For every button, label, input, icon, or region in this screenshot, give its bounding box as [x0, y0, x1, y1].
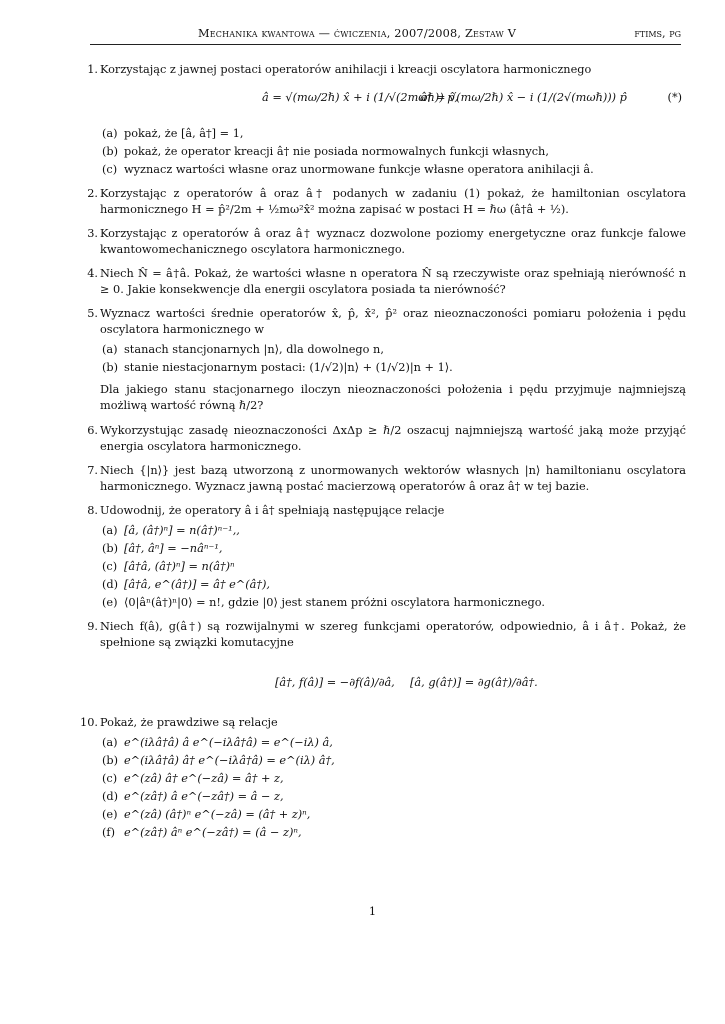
subitem-label: (d): [102, 790, 119, 803]
subitem: [102, 771, 686, 787]
subitem-text: wyznacz wartości własne oraz unormowane funkcje własne operatora anihilacji â.: [124, 163, 594, 177]
operator-equations: [100, 84, 686, 122]
problem-text: Pokaż, że prawdziwe są relacje: [100, 715, 278, 729]
problem-text: Niech N̂ = â†â. Pokaż, że wartości własne n operatora N̂ są rzeczywiste oraz spełniają nierówność n ≥ 0. Jakie konsekwencje dla energii oscylatora posiada ta nierówność?: [100, 267, 686, 297]
problem-text: Korzystając z jawnej postaci operatorów anihilacji i kreacji oscylatora harmonicznego: [100, 63, 592, 76]
problem-text: Wyznacz wartości średnie operatorów x̂, p̂, x̂², p̂² oraz nieoznaczoności pomiaru położenia i pędu oscylatora harmonicznego w: [100, 307, 686, 337]
subitem-text: [â†â, (â†)ⁿ] = n(â†)ⁿ: [124, 559, 235, 573]
subitem: [102, 541, 686, 557]
subitem-text: ⟨0|âⁿ(â†)ⁿ|0⟩ = n!, gdzie |0⟩ jest stanem próżni oscylatora harmonicznego.: [124, 595, 545, 609]
commutator-g-formula: [â, g(â†)] = ∂g(â†)/∂â†.: [410, 675, 538, 689]
subitem: [102, 789, 686, 805]
subitem-label: (c): [102, 771, 118, 785]
subitems: [100, 126, 686, 178]
problem-text: Niech f(â), g(â†) są rozwijalnymi w szereg funkcjami operatorów, odpowiednio, â i â†. Pokaż, że spełnione są związki komutacyjne: [100, 619, 686, 649]
subitem-text: pokaż, że [â, â†] = 1,: [124, 127, 244, 141]
subitem-label: (f): [102, 826, 115, 840]
problem-number: 10.: [80, 715, 98, 729]
subitem-text: pokaż, że operator kreacji â† nie posiada normowalnych funkcji własnych,: [124, 145, 549, 159]
problem-9: [80, 619, 686, 705]
header-affiliation: ftims, pg: [634, 27, 681, 40]
subitem: [102, 162, 686, 178]
subitem-label: (e): [102, 808, 118, 822]
subitem: [102, 577, 686, 593]
problem-number: 6.: [87, 423, 98, 437]
problem-number: 3.: [87, 227, 98, 241]
problem-2: [80, 186, 686, 218]
page-number: 1: [368, 905, 377, 918]
subitems: [100, 523, 686, 611]
subitem-text: e^(iλâ†â) â e^(−iλâ†â) = e^(−iλ) â,: [124, 735, 333, 749]
subitem-label: (c): [102, 163, 118, 177]
subitem: [102, 559, 686, 575]
header-title: Mechanika kwantowa — ćwiczenia, 2007/2008, Zestaw V: [198, 27, 517, 40]
subitem-text: stanach stancjonarnych |n⟩, dla dowolnego n,: [124, 343, 384, 357]
subitem-label: (c): [102, 559, 118, 573]
subitem-text: e^(zâ†) âⁿ e^(−zâ†) = (â − z)ⁿ,: [124, 826, 302, 840]
subitem: [102, 595, 686, 611]
problem-6: [80, 423, 686, 455]
subitem-label: (a): [102, 343, 118, 357]
subitem-text: e^(zâ) (â†)ⁿ e^(−zâ) = (â† + z)ⁿ,: [124, 808, 311, 822]
subitem-label: (a): [102, 127, 118, 141]
subitem: [102, 807, 686, 823]
subitem-label: (b): [102, 753, 119, 767]
problem-number: 1.: [87, 63, 98, 76]
subitem-label: (d): [102, 577, 119, 591]
subitem-label: (b): [102, 541, 119, 555]
exercise-list: [80, 62, 686, 849]
problem-5: [80, 306, 686, 414]
problem-number: 9.: [87, 619, 98, 633]
problem-text: Wykorzystując zasadę nieoznaczoności ΔxΔp ≥ ℏ/2 oszacuj najmniejszą wartość jaką może przyjąć energia oscylatora harmonicznego.: [100, 423, 686, 453]
subitem: [102, 825, 686, 841]
problem-10: [80, 715, 686, 841]
subitems: [100, 342, 686, 376]
subitem: [102, 360, 686, 376]
problem-3: [80, 226, 686, 258]
problem-number: 7.: [87, 463, 98, 477]
problem-8: [80, 503, 686, 611]
equation-tag: (*): [667, 91, 682, 105]
subitem-text: [â†â, e^(â†)] = â† e^(â†),: [124, 577, 271, 591]
subitem: [102, 126, 686, 142]
subitem-label: (a): [102, 735, 118, 749]
problem-7: [80, 463, 686, 495]
subitem-label: (e): [102, 595, 118, 609]
subitem-label: (b): [102, 145, 119, 159]
subitem-text: e^(iλâ†â) â† e^(−iλâ†â) = e^(iλ) â†,: [124, 753, 335, 767]
subitems: [100, 735, 686, 841]
problem-text: Korzystając z operatorów â oraz â† podanych w zadaniu (1) pokaż, że hamiltonian oscylatora harmonicznego H = p̂²/2m + ½mω²x̂² można zapisać w postaci H = ℏω (â†â + ½).: [100, 187, 686, 217]
problem-text: Niech {|n⟩} jest bazą utworzoną z unormowanych wektorów własnych |n⟩ hamiltonianu oscylatora harmonicznego. Wyznacz jawną postać macierzową operatorów â oraz â† w tej bazie.: [100, 463, 686, 493]
problem-number: 8.: [87, 503, 98, 517]
subitem-text: [â, (â†)ⁿ] = n(â†)ⁿ⁻¹,,: [124, 523, 240, 537]
subitem-text: e^(zâ) â† e^(−zâ) = â† + z,: [124, 771, 284, 785]
subitem: [102, 342, 686, 358]
subitem-text: stanie niestacjonarnym postaci: (1/√2)|n⟩ + (1/√2)|n + 1⟩.: [124, 361, 453, 375]
subitem: [102, 144, 686, 160]
problem-number: 5.: [87, 307, 98, 321]
problem-text: Udowodnij, że operatory â i â† spełniają następujące relacje: [100, 503, 445, 517]
creation-operator-formula: â† = √(mω/2ℏ) x̂ − i (1/(2√(mωℏ))) p̂: [420, 91, 627, 105]
follow-up-question: Dla jakiego stanu stacjonarnego iloczyn nieoznaczoności położenia i pędu przyjmuje najmniejszą możliwą wartość równą ℏ/2?: [100, 383, 686, 413]
subitem: [102, 735, 686, 751]
commutator-f-formula: [â†, f(â)] = −∂f(â)/∂â,: [275, 675, 395, 689]
problem-4: [80, 266, 686, 298]
annihilation-operator-formula: â = √(mω/2ℏ) x̂ + i (1/√(2mωℏ)) p̂,: [262, 91, 459, 105]
problem-1: [80, 62, 686, 178]
problem-text: Korzystając z operatorów â oraz â† wyznacz dozwolone poziomy energetyczne oraz funkcje falowe kwantowomechanicznego oscylatora harmonicznego.: [100, 227, 686, 257]
subitem: [102, 753, 686, 769]
subitem-label: (a): [102, 523, 118, 537]
subitem-text: [â†, âⁿ] = −nâⁿ⁻¹,: [124, 541, 223, 555]
commutator-equations: [100, 665, 686, 705]
page-header: [90, 24, 681, 45]
subitem: [102, 523, 686, 539]
problem-number: 2.: [87, 187, 98, 201]
subitem-label: (b): [102, 361, 119, 375]
subitem-text: e^(zâ†) â e^(−zâ†) = â − z,: [124, 790, 284, 803]
problem-number: 4.: [87, 267, 98, 281]
